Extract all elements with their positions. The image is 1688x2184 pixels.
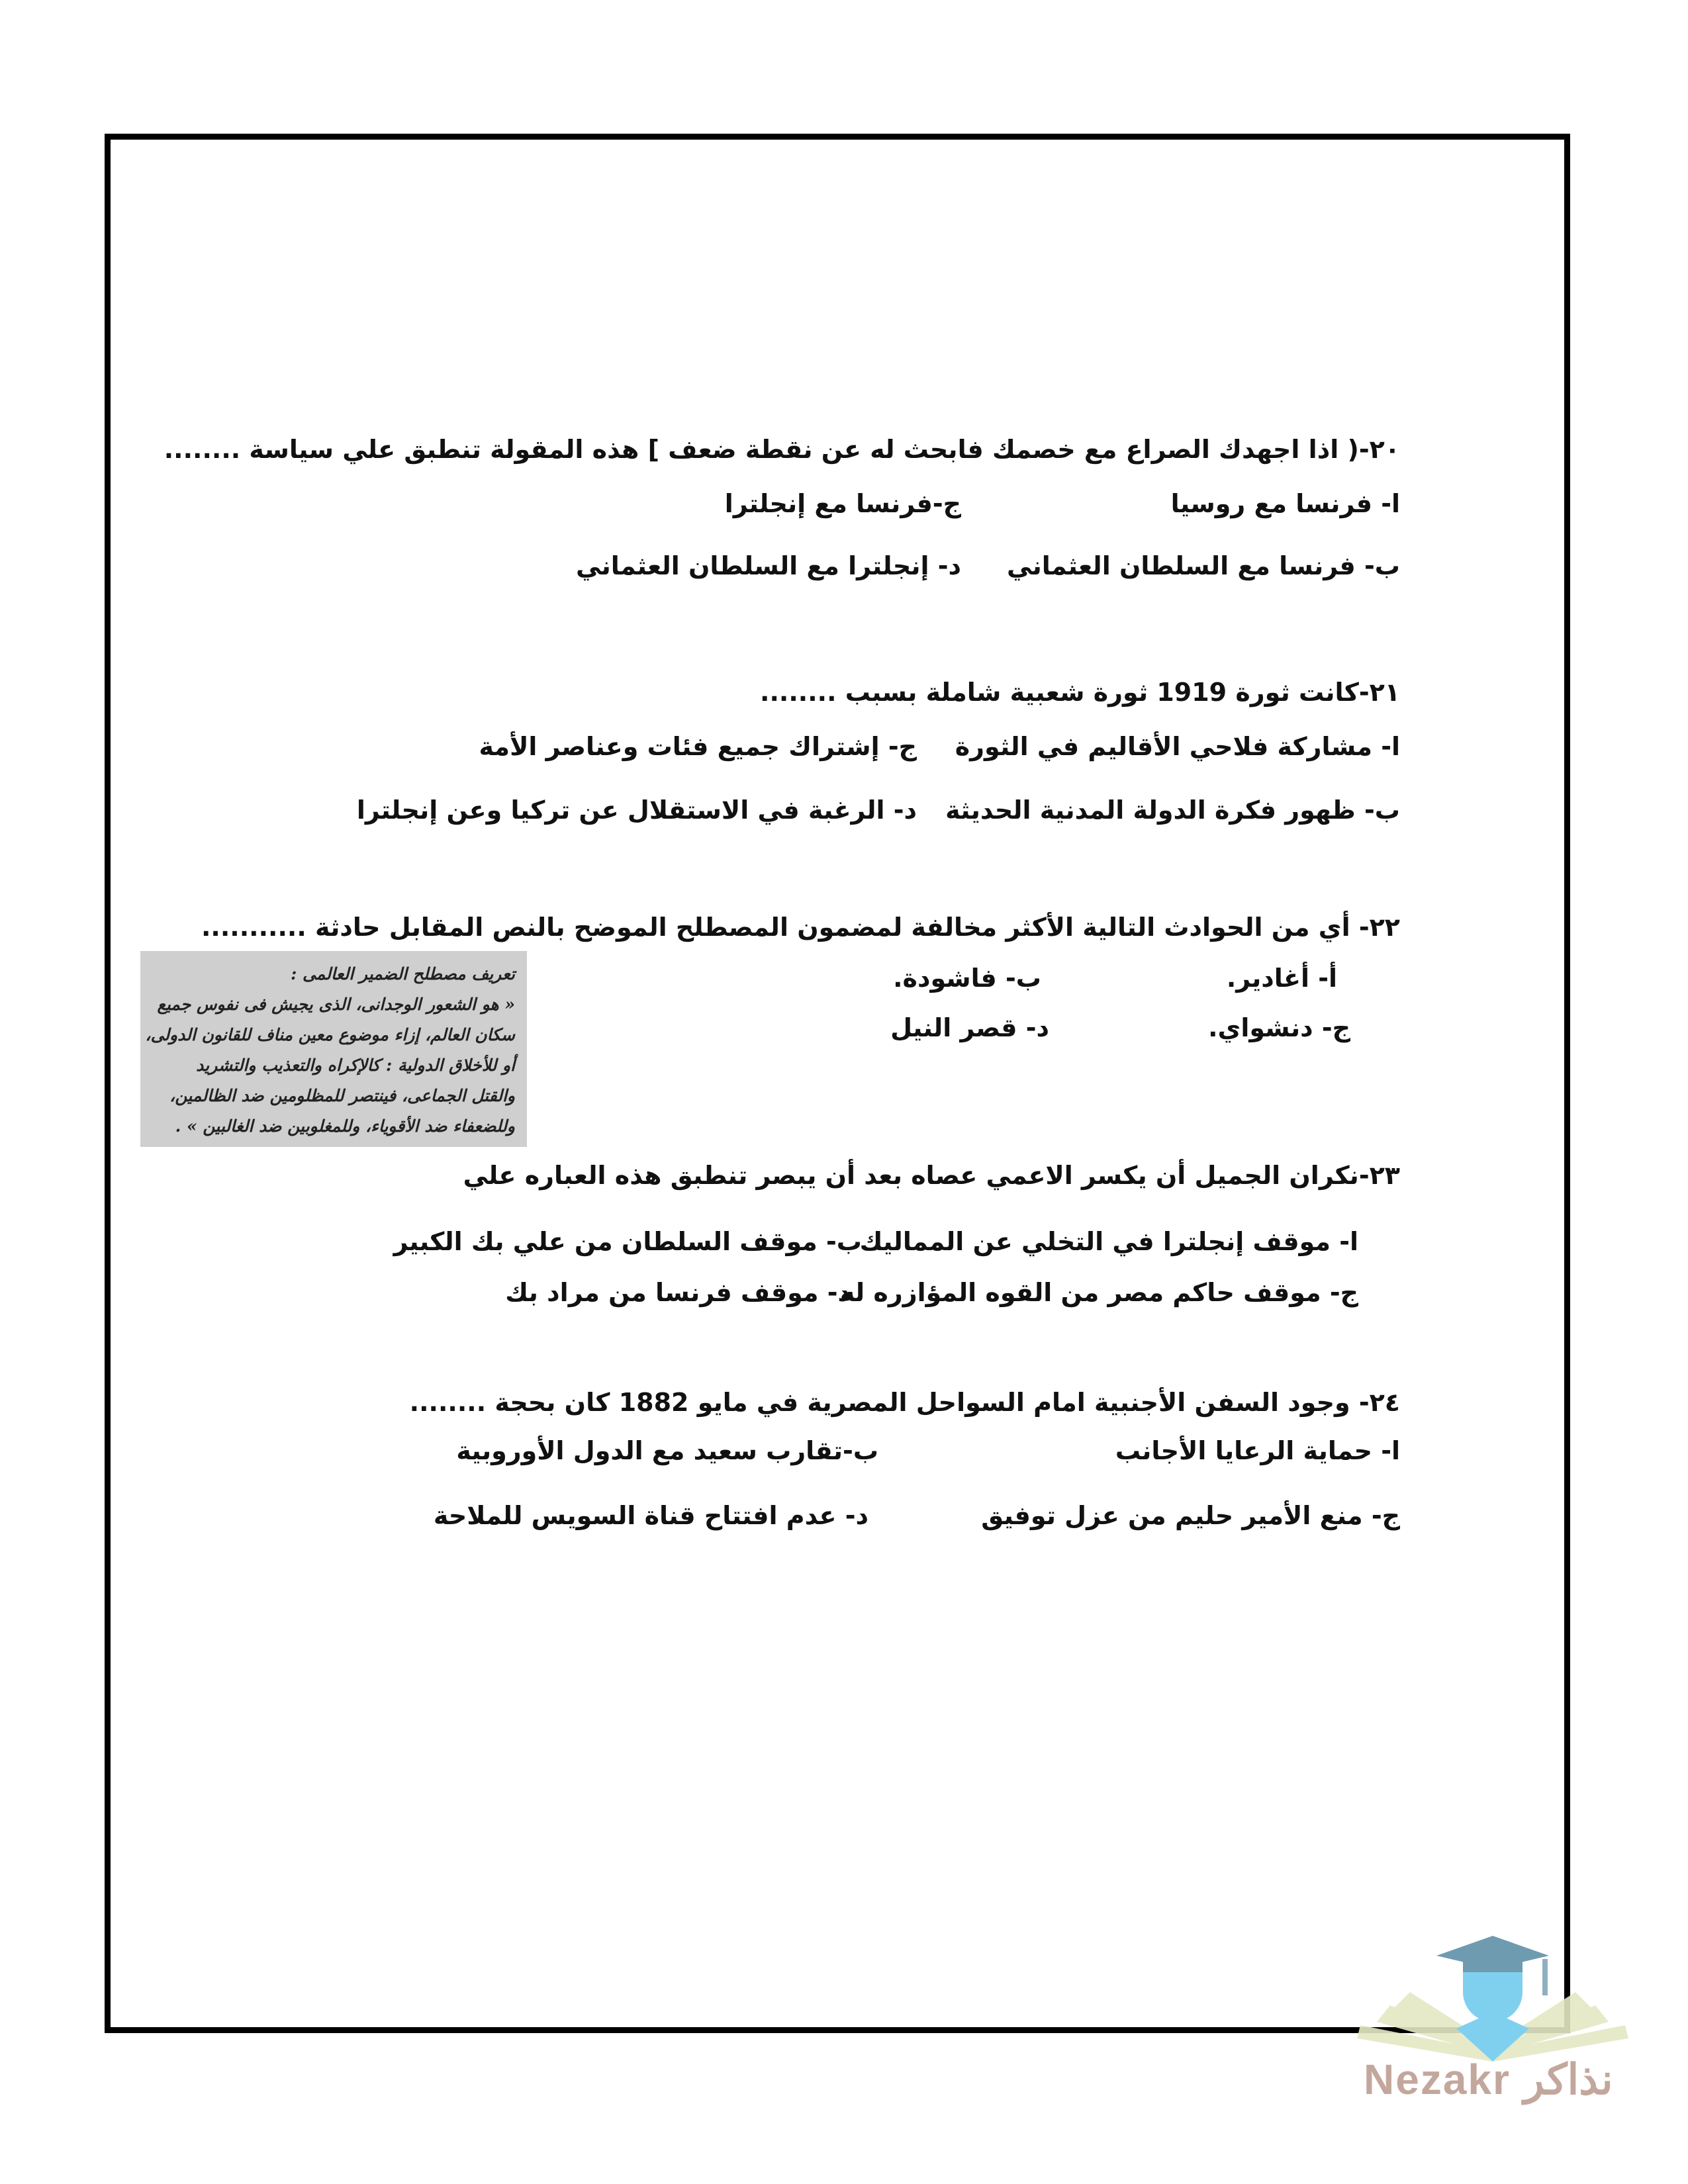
q22-option-b: ب- فاشودة. <box>893 964 1041 993</box>
quote-line: تعريف مصطلح الضمير العالمى : <box>291 964 515 983</box>
q20-option-b: ب- فرنسا مع السلطان العثماني <box>1007 551 1400 580</box>
q23-option-d: د- موقف فرنسا من مراد بك <box>505 1278 851 1307</box>
question-21: ٢١-كانت ثورة 1919 ثورة شعبية شاملة بسبب ........ <box>760 678 1400 707</box>
q22-option-a: أ- أغادير. <box>1226 964 1337 993</box>
q24-option-d: د- عدم افتتاح قناة السويس للملاحة <box>433 1501 868 1530</box>
q24-option-b: ب-تقارب سعيد مع الدول الأوروبية <box>456 1436 878 1465</box>
logo-text: Nezakr نذاكر <box>1364 2056 1613 2103</box>
q23-option-c: ج- موقف حاكم مصر من القوه المؤازره له <box>839 1278 1358 1307</box>
q23-option-a: ا- موقف إنجلترا في التخلي عن المماليك <box>859 1227 1358 1256</box>
quote-line: « هو الشعور الوجدانى، الذى يجيش فى نفوس جميع <box>157 995 515 1014</box>
question-22: ٢٢- أي من الحوادث التالية الأكثر مخالفة لمضمون المصطلح الموضح بالنص المقابل حادثة ........... <box>201 913 1400 942</box>
question-23: ٢٣-نكران الجميل أن يكسر الاعمي عصاه بعد أن يبصر تنطبق هذه العباره علي <box>463 1161 1400 1190</box>
q22-option-d: د- قصر النيل <box>890 1013 1049 1042</box>
q21-option-d: د- الرغبة في الاستقلال عن تركيا وعن إنجلترا <box>356 796 917 825</box>
quote-box-global-conscience <box>140 951 527 1147</box>
q23-option-b: ب- موقف السلطان من علي بك الكبير <box>393 1227 862 1256</box>
quote-line: والقتل الجماعى، فينتصر للمظلومين ضد الظالمين، <box>169 1086 515 1105</box>
q24-option-c: ج- منع الأمير حليم من عزل توفيق <box>981 1501 1400 1530</box>
q21-option-b: ب- ظهور فكرة الدولة المدنية الحديثة <box>945 796 1400 825</box>
quote-line: سكان العالم، إزاء موضوع معين مناف للقانون الدولى، <box>145 1025 515 1044</box>
question-20: ٢٠-( اذا اجهدك الصراع مع خصمك فابحث له عن نقطة ضعف ] هذه المقولة تنطبق علي سياسة ........ <box>164 435 1400 464</box>
q21-option-a: ا- مشاركة فلاحي الأقاليم في الثورة <box>955 732 1400 761</box>
question-24: ٢٤- وجود السفن الأجنبية امام السواحل المصرية في مايو 1882 كان بحجة ........ <box>409 1388 1400 1417</box>
quote-line: وللضعفاء ضد الأقوياء، وللمغلوبين ضد الغالبين » . <box>175 1116 515 1136</box>
q20-option-a: ا- فرنسا مع روسيا <box>1170 489 1400 518</box>
q24-option-a: ا- حماية الرعايا الأجانب <box>1115 1436 1400 1465</box>
q21-option-c: ج- إشتراك جميع فئات وعناصر الأمة <box>479 732 917 761</box>
q20-option-c: ج-فرنسا مع إنجلترا <box>724 489 961 518</box>
q20-option-d: د- إنجلترا مع السلطان العثماني <box>576 551 961 580</box>
quote-line: أو للأخلاق الدولية : كالإكراه والتعذيب والتشريد <box>196 1056 515 1075</box>
q22-option-c: ج- دنشواي. <box>1208 1013 1350 1042</box>
